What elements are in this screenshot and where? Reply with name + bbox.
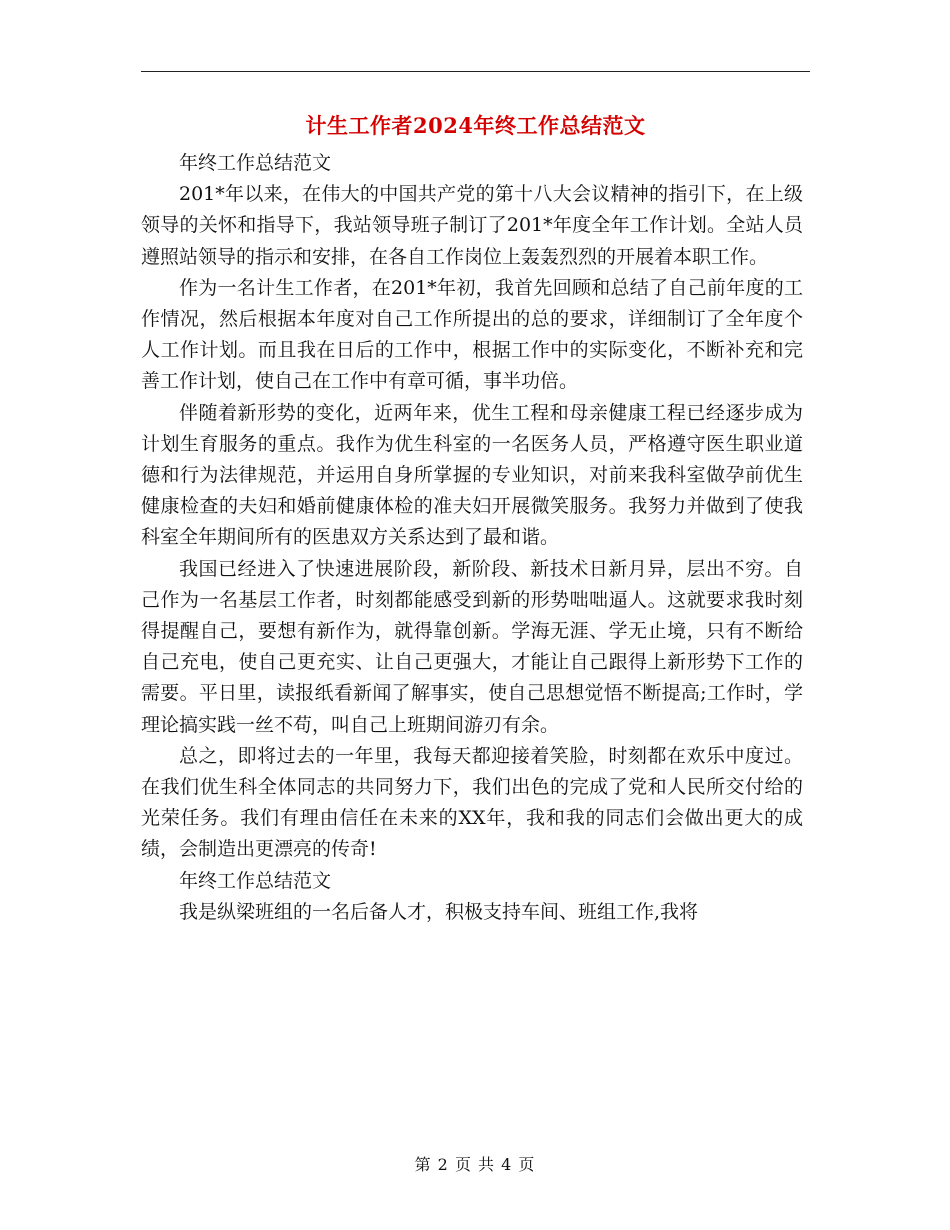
section-heading: 年终工作总结范文 [179, 869, 332, 892]
body-paragraph: 201*年以来，在伟大的中国共产党的第十八大会议精神的指引下，在上级领导的关怀和指导下，我站领导班子制订了201*年度全年工作计划。全站人员遵照站领导的指示和安排，在各自工作岗位上轰轰烈烈的开展着本职工作。 [141, 183, 803, 268]
section-heading: 年终工作总结范文 [179, 152, 332, 174]
body-paragraph: 伴随着新形势的变化，近两年来，优生工程和母亲健康工程已经逐步成为计划生育服务的重点。我作为优生科室的一名医务人员，严格遵守医生职业道德和行为法律规范，并运用自身所掌握的专业知识，对前来我科室做孕前优生健康检查的夫妇和婚前健康体检的准夫妇开展微笑服务。我努力并做到了使我科室全年期间所有的医患双方关系达到了最和谐。 [141, 401, 803, 549]
body-paragraph: 总之，即将过去的一年里，我每天都迎接着笑脸，时刻都在欢乐中度过。在我们优生科全体同志的共同努力下，我们出色的完成了党和人民所交付给的光荣任务。我们有理由信任在未来的XX年，我和我的同志们会做出更大的成绩，会制造出更漂亮的传奇! [141, 744, 803, 861]
body-paragraph: 我是纵梁班组的一名后备人才，积极支持车间、班组工作,我将 [179, 900, 699, 923]
document-title: 计生工作者2024年终工作总结范文 [305, 113, 646, 138]
body-paragraph: 我国已经进入了快速进展阶段，新阶段、新技术日新月异，层出不穷。自己作为一名基层工作者，时刻都能感受到新的形势咄咄逼人。这就要求我时刻得提醒自己，要想有新作为，就得靠创新。学海无涯、学无止境，只有不断给自己充电，使自己更充实、让自己更强大，才能让自己跟得上新形势下工作的需要。平日里，读报纸看新闻了解事实，使自己思想觉悟不断提高;工作时，学理论搞实践一丝不苟，叫自己上班期间游刃有余。 [141, 557, 803, 736]
document-body [141, 148, 803, 928]
header-rule [141, 71, 810, 72]
body-paragraph: 作为一名计生工作者，在201*年初，我首先回顾和总结了自己前年度的工作情况，然后根据本年度对自己工作所提出的总的要求，详细制订了全年度个人工作计划。而且我在日后的工作中，根据工作中的实际变化，不断补充和完善工作计划，使自己在工作中有章可循，事半功倍。 [141, 276, 803, 393]
page-footer: 第 2 页 共 4 页 [414, 1155, 536, 1174]
